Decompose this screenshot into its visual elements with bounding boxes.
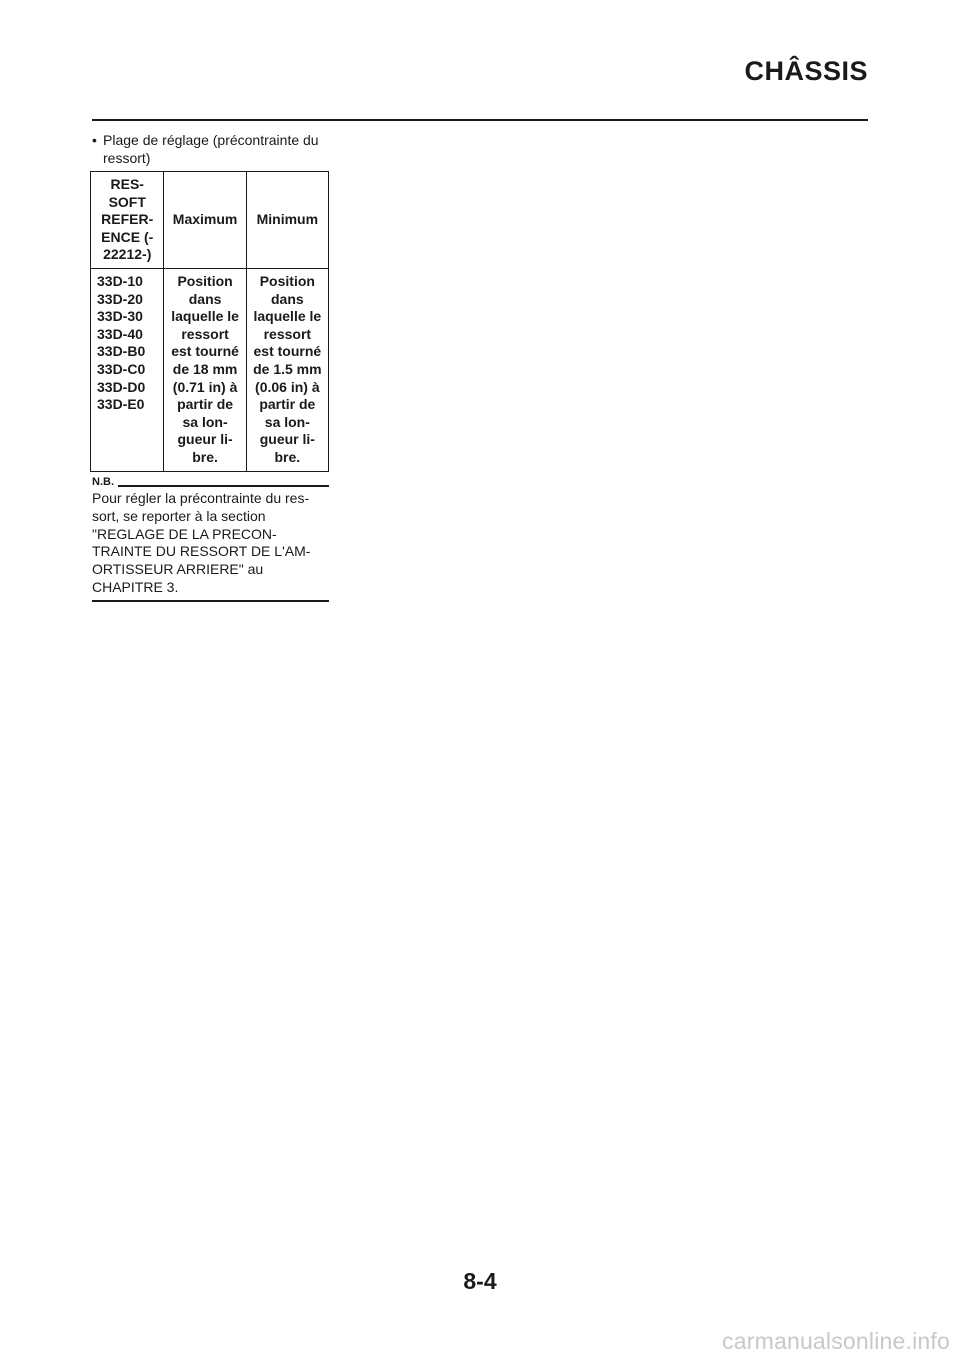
note-line: Pour régler la précontrainte du res- bbox=[92, 490, 310, 506]
code-line: 33D-10 bbox=[97, 272, 143, 289]
min-line: (0.06 in) à bbox=[255, 378, 320, 395]
note-line: TRAINTE DU RESSORT DE L'AM- bbox=[92, 543, 311, 560]
code-line: 33D-E0 bbox=[97, 396, 145, 413]
header-reference bbox=[91, 172, 164, 269]
header-line: Minimum bbox=[256, 211, 319, 228]
min-line: de 1.5 mm bbox=[253, 360, 322, 377]
adjustment-range-bullet bbox=[92, 131, 343, 167]
code-line: 33D-D0 bbox=[97, 378, 146, 395]
max-line: sa lon- bbox=[182, 413, 228, 430]
max-line: Position bbox=[177, 272, 233, 289]
min-line: Position bbox=[259, 272, 315, 289]
min-line: gueur li- bbox=[259, 431, 315, 448]
bullet-dot: • bbox=[92, 132, 97, 148]
code-line: 33D-20 bbox=[97, 290, 143, 307]
note-text bbox=[92, 490, 332, 597]
header-maximum bbox=[164, 172, 246, 269]
max-line: de 18 mm bbox=[172, 360, 238, 377]
section-title: CHÂSSIS bbox=[744, 56, 868, 86]
header-line: Maximum bbox=[172, 211, 238, 228]
watermark: carmanualsonline.info bbox=[722, 1328, 950, 1354]
note-label: N.B. bbox=[92, 476, 114, 488]
header-line: RES- bbox=[110, 176, 144, 192]
max-line: partir de bbox=[177, 396, 234, 413]
note-line: CHAPITRE 3. bbox=[92, 578, 179, 595]
note-line: ORTISSEUR ARRIERE" au bbox=[92, 561, 264, 578]
min-line: laquelle le bbox=[253, 308, 322, 325]
header-line: REFER- bbox=[101, 211, 154, 228]
note-line: "REGLAGE DE LA PRECON- bbox=[92, 525, 277, 542]
code-line: 33D-40 bbox=[97, 325, 143, 342]
min-line: dans bbox=[271, 290, 304, 307]
max-line: laquelle le bbox=[171, 308, 239, 325]
header-line: 22212-) bbox=[103, 246, 152, 263]
min-line: partir de bbox=[259, 396, 316, 413]
code-line: 33D-C0 bbox=[97, 360, 146, 377]
min-line: bre. bbox=[274, 448, 301, 465]
max-line: ressort bbox=[181, 325, 229, 342]
spring-preload-table bbox=[90, 171, 329, 472]
note-line: sort, se reporter à la section bbox=[92, 507, 266, 524]
min-line: ressort bbox=[263, 325, 312, 342]
note-rule-top bbox=[118, 485, 329, 487]
table-header-row bbox=[91, 172, 329, 269]
header-line: SOFT bbox=[108, 193, 146, 210]
max-line: gueur li- bbox=[177, 431, 233, 448]
max-line: est tourné bbox=[171, 343, 239, 360]
cell-minimum bbox=[246, 268, 328, 471]
max-line: bre. bbox=[192, 448, 218, 465]
header-line: ENCE (- bbox=[101, 228, 154, 245]
min-line: sa lon- bbox=[264, 413, 310, 430]
max-line: dans bbox=[188, 290, 222, 307]
cell-maximum bbox=[164, 268, 246, 471]
header-minimum bbox=[246, 172, 328, 269]
cell-codes bbox=[91, 268, 164, 471]
page-number: 8-4 bbox=[463, 1268, 497, 1294]
max-line: (0.71 in) à bbox=[172, 378, 238, 395]
min-line: est tourné bbox=[253, 343, 322, 360]
code-line: 33D-30 bbox=[97, 308, 143, 325]
bullet-line: ressort) bbox=[103, 150, 151, 166]
table-row bbox=[91, 268, 329, 471]
header-rule bbox=[92, 119, 868, 121]
note-rule-bottom bbox=[92, 600, 329, 602]
code-line: 33D-B0 bbox=[97, 343, 146, 360]
bullet-line: Plage de réglage (précontrainte du bbox=[103, 132, 319, 148]
